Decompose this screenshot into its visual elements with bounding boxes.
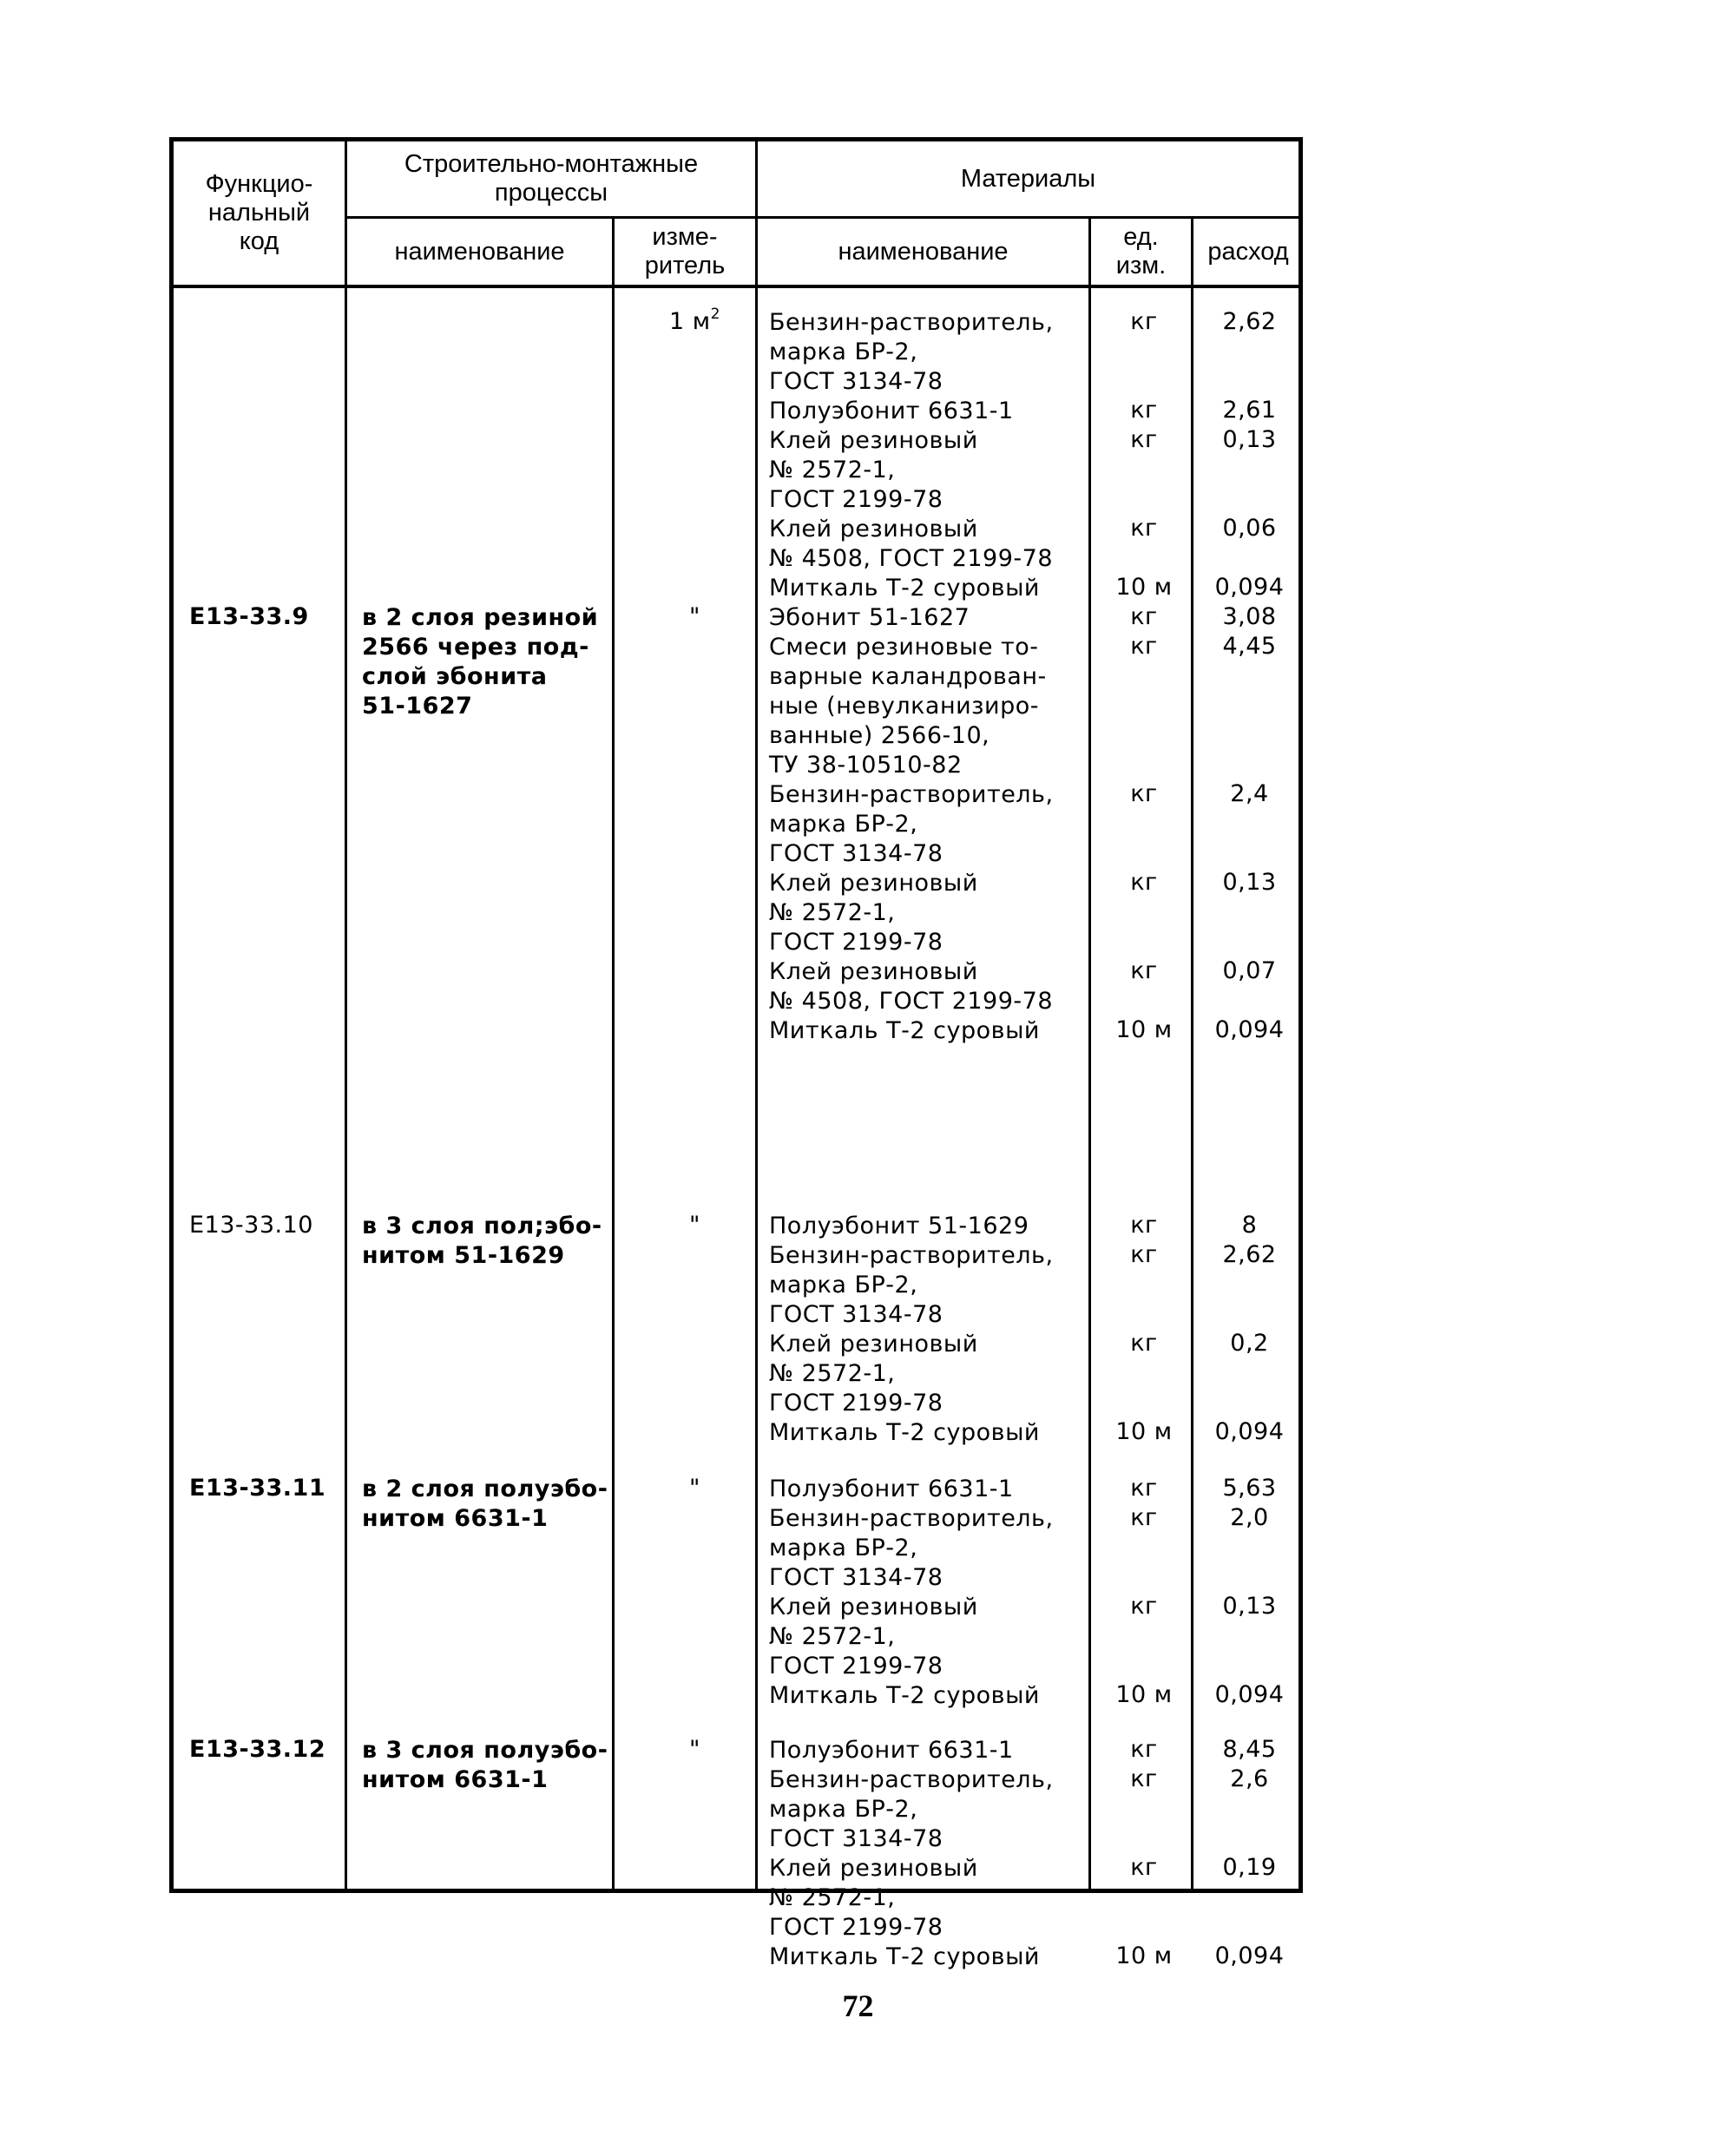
material-unit: 10 м xyxy=(1115,1942,1173,1969)
material-qty: 0,13 xyxy=(1222,869,1277,896)
material-name: Клей резиновый № 2572-1, ГОСТ 2199-78 xyxy=(769,870,978,956)
material-unit: кг xyxy=(1130,957,1158,984)
row-process-name: в 2 слоя резиной 2566 через под- слой эбонита 51-1627 xyxy=(362,604,599,720)
material-name: Миткаль Т-2 суровый xyxy=(769,1419,1040,1446)
material-name: Полуэбонит 6631-1 xyxy=(769,1737,1014,1764)
material-unit: кг xyxy=(1130,1330,1158,1357)
material-qty: 0,094 xyxy=(1214,1681,1285,1708)
material-unit: кг xyxy=(1130,426,1158,453)
material-name: Полуэбонит 6631-1 xyxy=(769,1476,1014,1502)
material-qty: 0,06 xyxy=(1222,515,1277,542)
page-number: 72 xyxy=(842,1988,874,2023)
col-rule-code xyxy=(345,141,347,1889)
material-name: Бензин-растворитель, марка БР-2, ГОСТ 3134-78 xyxy=(769,1242,1054,1328)
row-code: Е13-33.10 xyxy=(189,1212,313,1239)
row-measure-value: " xyxy=(689,603,700,630)
material-name: Миткаль Т-2 суровый xyxy=(769,1017,1040,1044)
material-qty: 8,45 xyxy=(1222,1736,1277,1763)
material-name: Полуэбонит 51-1629 xyxy=(769,1213,1029,1239)
material-qty: 2,62 xyxy=(1222,1241,1277,1268)
header-process-name: наименование xyxy=(394,237,565,266)
material-unit: кг xyxy=(1130,1504,1158,1531)
material-name: Клей резиновый № 2572-1, ГОСТ 2199-78 xyxy=(769,427,978,513)
material-name: Миткаль Т-2 суровый xyxy=(769,575,1040,601)
material-name: Миткаль Т-2 суровый xyxy=(769,1682,1040,1709)
col-rule-process xyxy=(612,216,615,1889)
material-unit: кг xyxy=(1130,869,1158,896)
row-process-name: в 3 слоя полуэбо- нитом 6631-1 xyxy=(362,1737,608,1793)
material-name: Смеси резиновые то- варные каландрован- ные (невулканизиро- ванные) 2566-10, ТУ 38-10510-82 xyxy=(769,634,1047,779)
row-measure-value: 1 м xyxy=(669,308,711,335)
material-name: Клей резиновый № 4508, ГОСТ 2199-78 xyxy=(769,958,1053,1015)
material-name: Бензин-растворитель, марка БР-2, ГОСТ 3134-78 xyxy=(769,309,1054,395)
material-qty: 0,094 xyxy=(1214,1016,1285,1043)
material-unit: кг xyxy=(1130,1593,1158,1620)
material-qty: 5,63 xyxy=(1222,1475,1277,1502)
material-name: Клей резиновый № 2572-1, ГОСТ 2199-78 xyxy=(769,1855,978,1941)
material-unit: кг xyxy=(1130,1212,1158,1239)
material-qty: 8 xyxy=(1241,1212,1258,1239)
material-name: Бензин-растворитель, марка БР-2, ГОСТ 3134-78 xyxy=(769,1505,1054,1591)
row-measure-value: " xyxy=(689,1212,700,1239)
col-rule-measure xyxy=(755,141,758,1889)
material-name: Эбонит 51-1627 xyxy=(769,604,970,631)
row-process-name: в 2 слоя полуэбо- нитом 6631-1 xyxy=(362,1476,608,1532)
material-name: Миткаль Т-2 суровый xyxy=(769,1943,1040,1970)
material-qty: 2,4 xyxy=(1230,780,1269,807)
material-name: Клей резиновый № 2572-1, ГОСТ 2199-78 xyxy=(769,1594,978,1679)
material-qty: 2,61 xyxy=(1222,397,1277,424)
material-qty: 2,6 xyxy=(1230,1765,1269,1792)
material-qty: 2,0 xyxy=(1230,1504,1269,1531)
material-unit: 10 м xyxy=(1115,1016,1173,1043)
material-unit: кг xyxy=(1130,397,1158,424)
material-unit: кг xyxy=(1130,1736,1158,1763)
row-measure xyxy=(628,603,762,630)
material-name: Полуэбонит 6631-1 xyxy=(769,398,1014,424)
header-material-name: наименование xyxy=(838,237,1009,266)
material-qty: 0,07 xyxy=(1222,957,1277,984)
material-qty: 4,45 xyxy=(1222,633,1277,660)
material-unit: кг xyxy=(1130,633,1158,660)
material-qty: 0,094 xyxy=(1214,574,1285,601)
col-rule-mat-unit xyxy=(1191,216,1193,1889)
row-code: Е13-33.12 xyxy=(189,1736,326,1763)
row-code: Е13-33.9 xyxy=(189,603,309,630)
material-name: Клей резиновый № 2572-1, ГОСТ 2199-78 xyxy=(769,1331,978,1417)
material-unit: кг xyxy=(1130,780,1158,807)
material-unit: кг xyxy=(1130,603,1158,630)
material-qty: 2,62 xyxy=(1222,308,1277,335)
material-name: Клей резиновый № 4508, ГОСТ 2199-78 xyxy=(769,516,1053,572)
material-qty: 0,19 xyxy=(1222,1854,1277,1881)
material-name: Бензин-растворитель, марка БР-2, ГОСТ 3134-78 xyxy=(769,781,1054,867)
row-measure xyxy=(628,1736,762,1763)
row-measure xyxy=(628,308,762,335)
row-measure-value: " xyxy=(689,1475,700,1502)
material-unit: кг xyxy=(1130,515,1158,542)
header-materials: Материалы xyxy=(960,164,1096,193)
header-process-unit: изме- ритель xyxy=(644,223,726,279)
row-process-name: в 3 слоя пол;эбо- нитом 51-1629 xyxy=(362,1213,602,1269)
row-measure xyxy=(628,1475,762,1502)
material-unit: кг xyxy=(1130,308,1158,335)
material-qty: 0,13 xyxy=(1222,1593,1277,1620)
material-unit: кг xyxy=(1130,1854,1158,1881)
material-qty: 3,08 xyxy=(1222,603,1277,630)
material-unit: кг xyxy=(1130,1475,1158,1502)
header-code: Функцио- нальный код xyxy=(205,170,313,255)
row-measure xyxy=(628,1212,762,1239)
material-unit: кг xyxy=(1130,1241,1158,1268)
materials-table xyxy=(169,137,1303,1970)
material-unit: 10 м xyxy=(1115,574,1173,601)
material-qty: 0,094 xyxy=(1214,1418,1285,1445)
material-qty: 0,094 xyxy=(1214,1942,1285,1969)
header-material-unit: ед. изм. xyxy=(1115,223,1167,279)
row-code: Е13-33.11 xyxy=(189,1475,326,1502)
material-qty: 0,13 xyxy=(1222,426,1277,453)
row-measure-value: " xyxy=(689,1736,700,1763)
material-qty: 0,2 xyxy=(1230,1330,1269,1357)
header-processes: Строительно-монтажные процессы xyxy=(404,150,699,207)
row-measure-exponent: 2 xyxy=(710,306,720,323)
material-unit: 10 м xyxy=(1115,1418,1173,1445)
header-bottom-rule xyxy=(174,285,1299,288)
material-unit: 10 м xyxy=(1115,1681,1173,1708)
material-name: Бензин-растворитель, марка БР-2, ГОСТ 3134-78 xyxy=(769,1766,1054,1852)
material-unit: кг xyxy=(1130,1765,1158,1792)
header-material-qty: расход xyxy=(1207,237,1289,266)
